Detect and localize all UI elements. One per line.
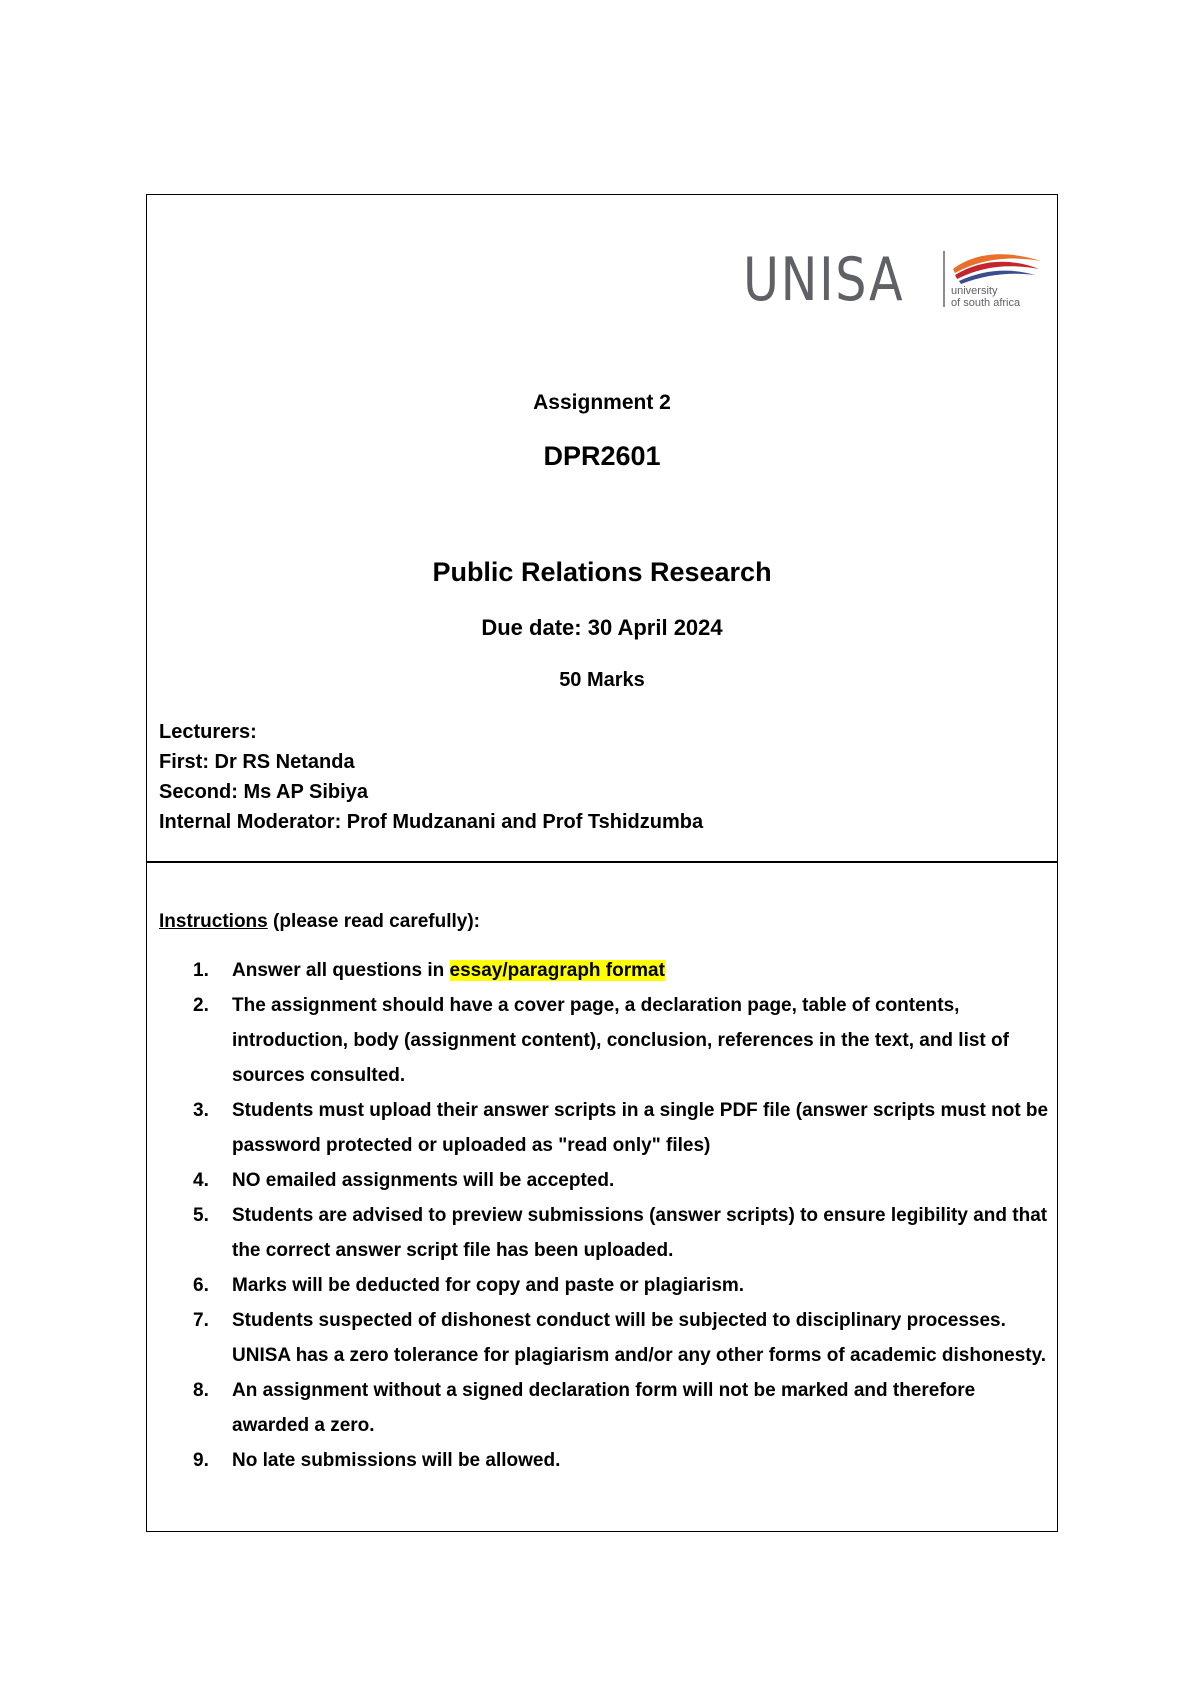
list-item — [159, 953, 1049, 988]
item-text: Students suspected of dishonest conduct will be subjected to disciplinary processes. UNISA has a zero tolerance for plagiarism and/or any other forms of academic dishonesty. — [232, 1310, 1047, 1366]
instructions-heading-suffix: (please read carefully): — [267, 911, 480, 932]
item-text: Answer all questions in — [232, 960, 450, 981]
course-title: Public Relations Research — [432, 557, 772, 587]
item-number: 2. — [193, 995, 209, 1016]
instructions-heading-label: Instructions — [159, 911, 268, 932]
item-text: No late submissions will be allowed. — [232, 1450, 561, 1471]
item-text: Students must upload their answer scripts in a single PDF file (answer scripts must not be password protected or uploaded as "read only" files) — [232, 1100, 1049, 1156]
logo-tagline-line1: university — [951, 285, 998, 297]
first-lecturer: First: Dr RS Netanda — [159, 751, 355, 773]
list-item — [159, 1303, 1049, 1373]
list-item — [159, 1443, 1049, 1478]
item-text: The assignment should have a cover page, a declaration page, table of contents, introduction, body (assignment content), conclusion, references in the text, and list of sources consulted. — [232, 995, 1009, 1086]
item-text: NO emailed assignments will be accepted. — [232, 1170, 615, 1191]
logo-tagline — [951, 285, 1020, 309]
item-text: Marks will be deducted for copy and paste or plagiarism. — [232, 1275, 745, 1296]
highlighted-text: essay/paragraph format — [449, 960, 665, 981]
item-number: 5. — [193, 1205, 209, 1226]
item-number: 6. — [193, 1275, 209, 1296]
instructions-section — [159, 909, 1049, 1478]
internal-moderator: Internal Moderator: Prof Mudzanani and Prof Tshidzumba — [159, 811, 704, 833]
list-item — [159, 1093, 1049, 1163]
second-lecturer: Second: Ms AP Sibiya — [159, 781, 368, 803]
list-item — [159, 988, 1049, 1093]
swoosh-icon — [949, 249, 1043, 285]
unisa-logo — [743, 247, 1043, 313]
lecturers-heading: Lecturers: — [159, 721, 257, 743]
cover-header-section — [147, 195, 1057, 863]
total-marks: 50 Marks — [559, 669, 645, 691]
logo-tagline-line2: of south africa — [951, 297, 1021, 309]
item-number: 8. — [193, 1380, 209, 1401]
logo-wordmark: UNISA — [743, 245, 905, 315]
lecturers-block — [159, 717, 703, 837]
item-text: Students are advised to preview submissions (answer scripts) to ensure legibility and that the correct answer script file has been uploaded. — [232, 1205, 1048, 1261]
due-date: Due date: 30 April 2024 — [481, 615, 723, 640]
item-text: An assignment without a signed declaration form will not be marked and therefore awarded a zero. — [232, 1380, 976, 1436]
list-item — [159, 1163, 1049, 1198]
item-number: 4. — [193, 1170, 209, 1191]
instructions-list — [159, 953, 1049, 1478]
list-item — [159, 1198, 1049, 1268]
item-number: 7. — [193, 1310, 209, 1331]
logo-divider — [943, 251, 945, 307]
instructions-heading — [159, 909, 1049, 935]
cover-frame — [146, 194, 1058, 1532]
list-item — [159, 1268, 1049, 1303]
course-code: DPR2601 — [543, 441, 661, 471]
item-number: 1. — [193, 960, 209, 981]
item-number: 3. — [193, 1100, 209, 1121]
assignment-number: Assignment 2 — [533, 391, 671, 414]
list-item — [159, 1373, 1049, 1443]
item-number: 9. — [193, 1450, 209, 1471]
